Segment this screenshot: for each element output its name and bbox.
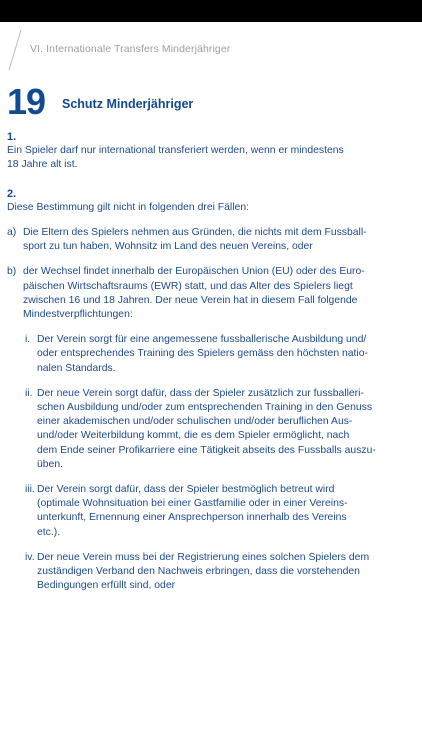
status-bar: [0, 0, 422, 22]
text-line: Mindestverpflichtungen:: [23, 309, 133, 321]
list-item-b: [7, 265, 412, 322]
text-line: dem Ende seiner Profikarriere eine Tätigkeit abseits des Fussballs auszu-: [37, 444, 376, 456]
text-line: zuständigen Verband den Nachweis erbringen, dass die vorstehenden: [37, 566, 360, 578]
paragraph-2-intro: Diese Bestimmung gilt nicht in folgenden drei Fällen:: [7, 201, 249, 213]
text-line: 18 Jahre alt ist.: [7, 159, 78, 171]
list-item-ii: [25, 387, 412, 472]
list-text: [37, 483, 412, 540]
list-text: [23, 226, 412, 254]
text-line: zwischen 16 und 18 Jahren. Der neue Verein hat in diesem Fall folgende: [23, 294, 358, 306]
text-line: und/oder Weiterbildung kommt, die es dem Spieler ermöglicht, nach: [37, 430, 350, 442]
paragraph-number-1: 1.: [7, 131, 17, 143]
list-label: i.: [25, 334, 31, 346]
text-line: Bedingungen erfüllt sind, oder: [37, 580, 176, 592]
text-line: etc.).: [37, 526, 61, 538]
text-line: einer akademischen und/oder schulischen und/oder beruflichen Aus-: [37, 416, 353, 428]
list-item-i: [25, 333, 412, 376]
text-line: unterkunft, Ernennung einer Ansprechperson innerhalb des Vereins: [37, 512, 347, 524]
paragraph-1-text: [7, 144, 412, 172]
article-title: Schutz Minderjähriger: [62, 97, 194, 111]
list-label: a): [7, 227, 17, 239]
text-line: (optimale Wohnsituation bei einer Gastfamilie oder in einer Vereins-: [37, 498, 348, 510]
paragraph-number-2: 2.: [7, 187, 17, 200]
slash-divider-icon: [6, 28, 24, 72]
text-line: Der Verein sorgt für eine angemessene fussballerische Ausbildung und/: [37, 334, 367, 346]
list-text: [37, 387, 412, 472]
section-title: VI. Internationale Transfers Minderjähriger: [30, 43, 231, 55]
article-content: [7, 130, 412, 593]
list-item-iii: [25, 483, 412, 540]
list-label: iv.: [25, 551, 35, 563]
text-line: schen Ausbildung und/oder zum entsprechenden Training in den Genuss: [37, 402, 373, 414]
page-header: [0, 22, 422, 72]
text-line: päischen Wirtschaftsraums (EWR) statt, und das Alter des Spielers liegt: [23, 280, 353, 292]
list-item-a: [7, 226, 412, 254]
list-text: [37, 333, 412, 376]
list-label: ii.: [25, 387, 33, 399]
list-label: b): [7, 266, 17, 278]
text-line: Der neue Verein muss bei der Registrierung eines solchen Spielers dem: [37, 551, 370, 563]
text-line: üben.: [37, 458, 64, 470]
list-text: [37, 551, 412, 594]
list-label: iii.: [25, 484, 35, 496]
text-line: oder entsprechendes Training des Spielers gemäss den höchsten natio-: [37, 348, 368, 360]
text-line: nalen Standards.: [37, 362, 116, 374]
list-item-iv: [25, 551, 412, 594]
text-line: der Wechsel findet innerhalb der Europäischen Union (EU) oder des Euro-: [23, 266, 365, 278]
article-number: 19: [7, 81, 46, 122]
text-line: Die Eltern des Spielers nehmen aus Gründen, die nichts mit dem Fussball-: [23, 227, 367, 239]
text-line: Der neue Verein sorgt dafür, dass der Spieler zusätzlich zur fussballeri-: [37, 387, 364, 399]
list-text: [23, 265, 412, 322]
text-line: sport zu tun haben, Wohnsitz im Land des neuen Vereins, oder: [23, 241, 313, 253]
text-line: Ein Spieler darf nur international transferiert werden, wenn er mindestens: [7, 145, 344, 157]
roman-list: [25, 333, 412, 593]
text-line: Der Verein sorgt dafür, dass der Spieler bestmöglich betreut wird: [37, 484, 335, 496]
